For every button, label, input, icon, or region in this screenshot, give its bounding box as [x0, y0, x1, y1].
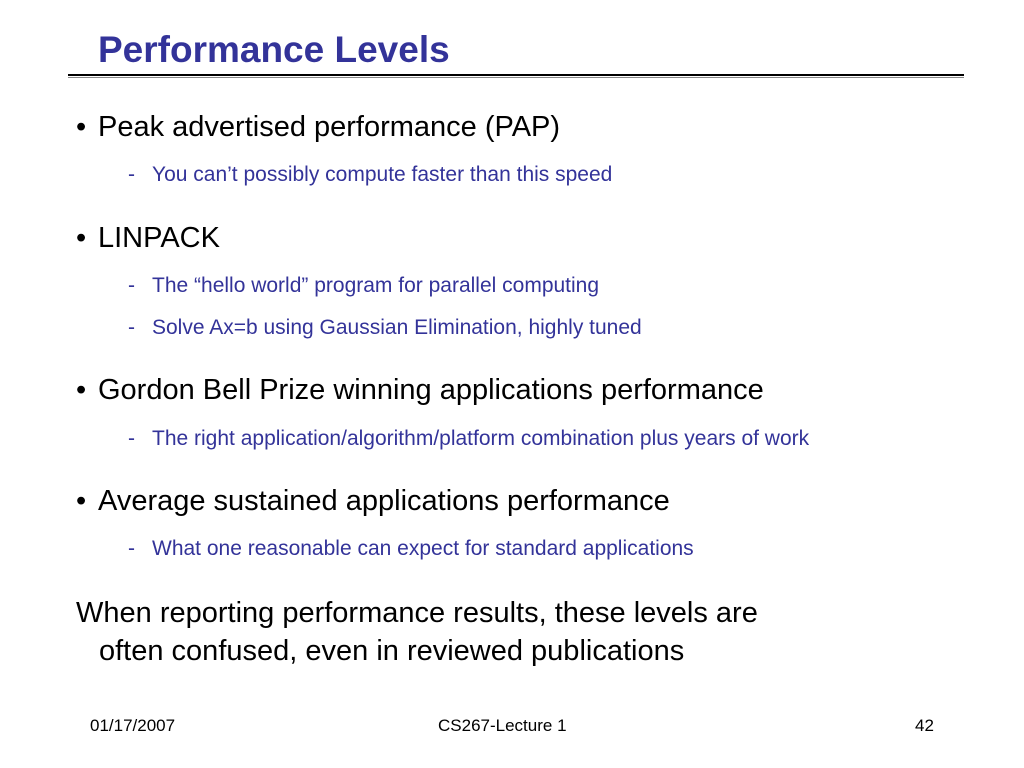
bullet-text: LINPACK	[98, 222, 220, 254]
closing-note-line-1: When reporting performance results, these levels are	[76, 597, 758, 629]
bullet-pap	[76, 110, 560, 145]
bullet-marker: •	[76, 374, 87, 406]
bullet-marker: •	[76, 485, 87, 517]
footer-course: CS267-Lecture 1	[438, 716, 567, 735]
footer-date: 01/17/2007	[90, 716, 176, 735]
sub-bullet-gordon-bell-combo	[128, 426, 809, 451]
sub-bullet-text: Solve Ax=b using Gaussian Elimination, highly tuned	[152, 316, 642, 339]
bullet-text: Average sustained applications performance	[98, 485, 670, 517]
sub-bullet-pap-speed	[128, 162, 612, 187]
bullet-average-sustained	[76, 484, 670, 519]
bullet-marker: •	[76, 111, 87, 143]
sub-bullet-marker: -	[128, 427, 135, 450]
bullet-gordon-bell	[76, 373, 764, 408]
sub-bullet-linpack-solve	[128, 315, 642, 340]
footer-page-number: 42	[915, 716, 934, 735]
bullet-text: Peak advertised performance (PAP)	[98, 111, 561, 143]
closing-note-line-2: often confused, even in reviewed publications	[99, 634, 685, 667]
sub-bullet-marker: -	[128, 274, 135, 297]
sub-bullet-marker: -	[128, 316, 135, 339]
sub-bullet-marker: -	[128, 537, 135, 560]
title-divider	[68, 74, 964, 76]
sub-bullet-average-expect	[128, 536, 694, 561]
bullet-marker: •	[76, 222, 87, 254]
slide-title: Performance Levels	[98, 29, 450, 70]
bullet-linpack	[76, 221, 220, 256]
sub-bullet-text: The right application/algorithm/platform combination plus years of work	[152, 427, 810, 450]
sub-bullet-text: The “hello world” program for parallel computing	[152, 274, 600, 297]
bullet-text: Gordon Bell Prize winning applications performance	[98, 374, 764, 406]
sub-bullet-text: You can’t possibly compute faster than this speed	[152, 163, 613, 186]
sub-bullet-linpack-hello	[128, 273, 599, 298]
closing-note	[76, 595, 976, 670]
sub-bullet-marker: -	[128, 163, 135, 186]
sub-bullet-text: What one reasonable can expect for standard applications	[152, 537, 694, 560]
title-divider-shadow	[68, 77, 964, 78]
